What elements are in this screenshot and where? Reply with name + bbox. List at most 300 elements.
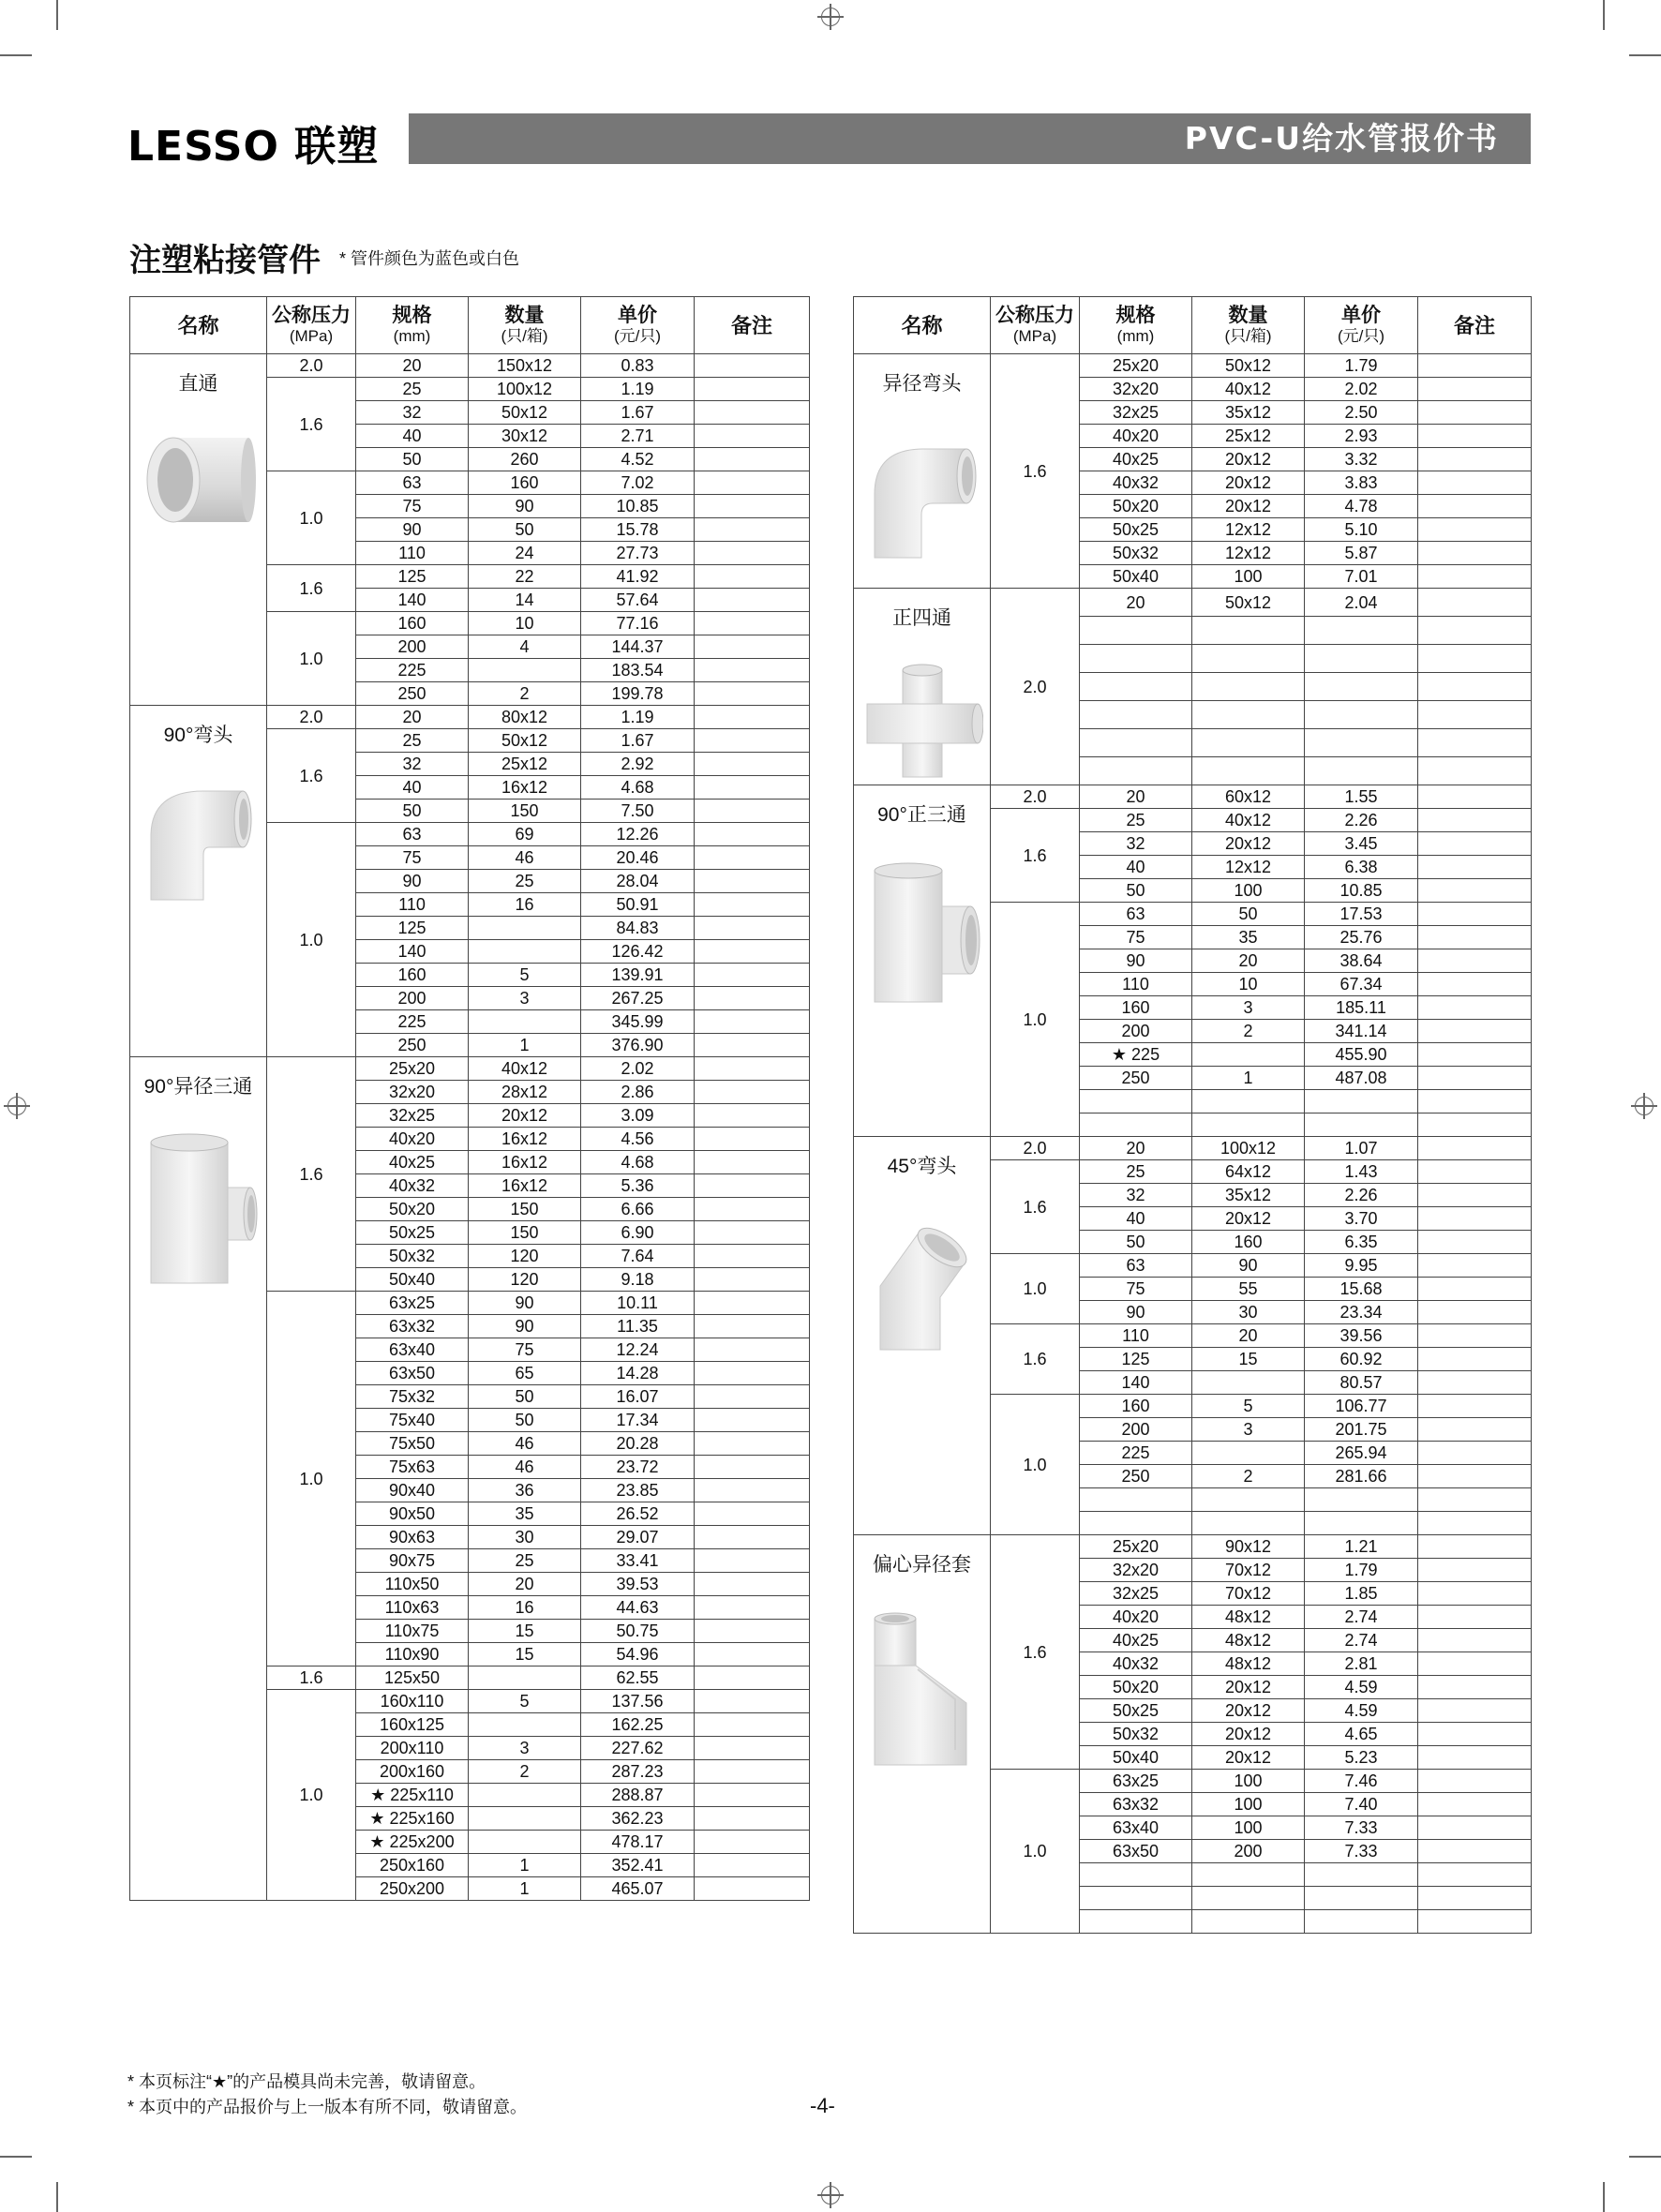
qty-cell	[1192, 617, 1305, 645]
remark-cell	[1418, 1090, 1532, 1113]
spec-cell: 90	[1080, 1301, 1192, 1324]
price-cell: 12.24	[581, 1338, 695, 1362]
price-cell: 3.32	[1305, 448, 1418, 471]
spec-cell: 63	[1080, 903, 1192, 926]
remark-cell	[695, 518, 810, 542]
qty-cell: 30x12	[469, 425, 581, 448]
qty-cell: 16x12	[469, 1151, 581, 1174]
price-cell	[1305, 645, 1418, 673]
col-name: 名称	[130, 297, 267, 354]
col-spec	[1080, 297, 1192, 354]
col-pressure-label: 公称压力	[995, 304, 1074, 326]
qty-cell	[1192, 645, 1305, 673]
product-cell	[130, 706, 267, 1057]
qty-cell	[1192, 1910, 1305, 1934]
price-cell: 341.14	[1305, 1020, 1418, 1043]
right-table-body	[854, 354, 1532, 1934]
remark-cell	[695, 1737, 810, 1760]
price-cell: 5.10	[1305, 518, 1418, 542]
pressure-cell: 1.6	[267, 1666, 356, 1690]
cross-icon	[854, 663, 990, 785]
price-cell: 2.71	[581, 425, 695, 448]
col-name: 名称	[854, 297, 991, 354]
qty-cell: 3	[1192, 996, 1305, 1020]
spec-cell	[1080, 701, 1192, 729]
qty-cell	[1192, 1887, 1305, 1910]
price-cell: 126.42	[581, 940, 695, 964]
price-cell: 4.56	[581, 1128, 695, 1151]
elbow-90-icon	[130, 780, 266, 902]
remark-cell	[695, 1198, 810, 1221]
qty-cell: 48x12	[1192, 1606, 1305, 1629]
spec-cell: 160	[1080, 996, 1192, 1020]
remark-cell	[1418, 1887, 1532, 1910]
page-number: -4-	[810, 2094, 835, 2117]
qty-cell	[1192, 1488, 1305, 1512]
table-header	[130, 297, 810, 354]
remark-cell	[1418, 1067, 1532, 1090]
spec-cell: 200	[356, 987, 469, 1010]
qty-cell: 100	[1192, 879, 1305, 903]
spec-cell: 25	[1080, 1160, 1192, 1184]
spec-cell: 63x25	[356, 1292, 469, 1315]
price-cell	[1305, 1113, 1418, 1137]
spec-cell: 50x25	[1080, 1699, 1192, 1723]
price-cell	[1305, 1090, 1418, 1113]
qty-cell: 70x12	[1192, 1582, 1305, 1606]
spec-cell: 125	[356, 565, 469, 589]
remark-cell	[695, 565, 810, 589]
spec-cell: 40	[356, 776, 469, 800]
price-cell: 265.94	[1305, 1442, 1418, 1465]
spec-cell: 20	[1080, 1137, 1192, 1160]
price-cell: 77.16	[581, 612, 695, 635]
col-spec	[356, 297, 469, 354]
spec-cell: 110	[1080, 1324, 1192, 1348]
remark-cell	[695, 1409, 810, 1432]
price-cell: 2.50	[1305, 401, 1418, 425]
price-cell: 7.33	[1305, 1840, 1418, 1863]
qty-cell: 20x12	[1192, 1746, 1305, 1770]
spec-cell: 32	[1080, 1184, 1192, 1207]
qty-cell: 80x12	[469, 706, 581, 729]
spec-cell: 75x40	[356, 1409, 469, 1432]
price-cell	[1305, 1910, 1418, 1934]
spec-cell: 75x32	[356, 1385, 469, 1409]
remark-cell	[1418, 471, 1532, 495]
remark-cell	[695, 1034, 810, 1057]
reducing-tee-icon	[130, 1131, 266, 1291]
remark-cell	[695, 612, 810, 635]
spec-cell: 250	[356, 1034, 469, 1057]
spec-cell: 20	[1080, 785, 1192, 809]
registration-mark	[817, 4, 844, 30]
brand-logo: LESSO 联塑	[127, 123, 380, 171]
remark-cell	[1418, 1559, 1532, 1582]
qty-cell: 120	[469, 1245, 581, 1268]
qty-cell: 90	[469, 1315, 581, 1338]
remark-cell	[695, 1057, 810, 1081]
price-cell: 465.07	[581, 1877, 695, 1901]
qty-cell: 20x12	[1192, 495, 1305, 518]
remark-cell	[1418, 832, 1532, 856]
remark-cell	[695, 1479, 810, 1502]
remark-cell	[1418, 1160, 1532, 1184]
price-cell: 57.64	[581, 589, 695, 612]
spec-cell: 63	[356, 471, 469, 495]
col-remark: 备注	[1418, 297, 1532, 354]
qty-cell: 16	[469, 1596, 581, 1620]
remark-cell	[1418, 785, 1532, 809]
remark-cell	[1418, 1301, 1532, 1324]
price-cell: 3.09	[581, 1104, 695, 1128]
left-table-body	[130, 354, 810, 1901]
spec-cell: 160x110	[356, 1690, 469, 1713]
spec-cell: 32x20	[1080, 1559, 1192, 1582]
price-cell: 4.52	[581, 448, 695, 471]
product-cell	[854, 354, 991, 589]
remark-cell	[695, 1620, 810, 1643]
spec-cell	[1080, 1090, 1192, 1113]
qty-cell: 50	[469, 518, 581, 542]
qty-cell	[469, 1713, 581, 1737]
price-cell: 3.45	[1305, 832, 1418, 856]
spec-cell: 40x32	[1080, 1652, 1192, 1676]
qty-cell	[1192, 1090, 1305, 1113]
spec-cell: 160	[356, 964, 469, 987]
price-cell: 1.67	[581, 401, 695, 425]
qty-cell: 20x12	[1192, 832, 1305, 856]
spec-cell: 40x25	[356, 1151, 469, 1174]
price-cell: 2.86	[581, 1081, 695, 1104]
spec-cell: 110	[356, 893, 469, 917]
spec-cell: 140	[356, 589, 469, 612]
remark-cell	[695, 1385, 810, 1409]
price-cell: 139.91	[581, 964, 695, 987]
qty-cell: 46	[469, 846, 581, 870]
price-cell: 288.87	[581, 1784, 695, 1807]
qty-cell: 12x12	[1192, 542, 1305, 565]
qty-cell: 2	[469, 1760, 581, 1784]
remark-cell	[695, 1338, 810, 1362]
price-cell: 15.78	[581, 518, 695, 542]
qty-cell: 40x12	[1192, 378, 1305, 401]
col-pressure-unit: (MPa)	[1012, 326, 1057, 345]
crop-mark	[56, 2182, 58, 2212]
pressure-cell: 1.6	[991, 809, 1080, 903]
product-name: 90°异径三通	[143, 1076, 253, 1098]
table-row	[854, 589, 1532, 617]
pressure-cell: 2.0	[991, 1137, 1080, 1160]
price-cell	[1305, 1863, 1418, 1887]
pressure-cell: 1.6	[991, 354, 1080, 589]
spec-cell: 225	[356, 659, 469, 682]
remark-cell	[1418, 617, 1532, 645]
price-cell: 1.07	[1305, 1137, 1418, 1160]
remark-cell	[1418, 996, 1532, 1020]
qty-cell: 46	[469, 1456, 581, 1479]
remark-cell	[695, 471, 810, 495]
remark-cell	[1418, 879, 1532, 903]
spec-cell: 125	[1080, 1348, 1192, 1371]
price-cell: 352.41	[581, 1854, 695, 1877]
spec-cell: 160	[356, 612, 469, 635]
product-name: 偏心异径套	[873, 1554, 971, 1576]
qty-cell: 1	[1192, 1067, 1305, 1090]
price-cell: 287.23	[581, 1760, 695, 1784]
qty-cell: 25x12	[1192, 425, 1305, 448]
remark-cell	[1418, 1371, 1532, 1395]
qty-cell	[1192, 701, 1305, 729]
right-price-table	[853, 296, 1532, 1934]
remark-cell	[695, 1526, 810, 1549]
remark-cell	[1418, 565, 1532, 589]
qty-cell: 2	[469, 682, 581, 706]
remark-cell	[695, 1854, 810, 1877]
price-cell: 17.53	[1305, 903, 1418, 926]
spec-cell: 250	[1080, 1465, 1192, 1488]
qty-cell: 3	[469, 1737, 581, 1760]
remark-cell	[695, 1643, 810, 1666]
qty-cell: 100	[1192, 1770, 1305, 1793]
remark-cell	[695, 1128, 810, 1151]
price-cell: 3.83	[1305, 471, 1418, 495]
spec-cell: ★ 225x200	[356, 1831, 469, 1854]
remark-cell	[695, 1432, 810, 1456]
price-cell: 487.08	[1305, 1067, 1418, 1090]
qty-cell: 12x12	[1192, 856, 1305, 879]
col-price	[581, 297, 695, 354]
remark-cell	[1418, 1254, 1532, 1278]
qty-cell: 150x12	[469, 354, 581, 378]
spec-cell: 63x32	[1080, 1793, 1192, 1816]
price-cell: 281.66	[1305, 1465, 1418, 1488]
price-cell: 5.23	[1305, 1746, 1418, 1770]
pressure-cell: 2.0	[991, 589, 1080, 785]
remark-cell	[695, 940, 810, 964]
price-cell: 39.53	[581, 1573, 695, 1596]
remark-cell	[695, 1151, 810, 1174]
price-cell	[1305, 729, 1418, 757]
pressure-cell: 1.0	[991, 1254, 1080, 1324]
spec-cell: 40	[1080, 856, 1192, 879]
product-name: 45°弯头	[887, 1156, 957, 1177]
qty-cell: 20x12	[1192, 1723, 1305, 1746]
qty-cell	[469, 1807, 581, 1831]
price-cell: 41.92	[581, 565, 695, 589]
remark-cell	[1418, 949, 1532, 973]
remark-cell	[695, 1713, 810, 1737]
qty-cell: 1	[469, 1034, 581, 1057]
pressure-cell: 1.0	[991, 903, 1080, 1137]
col-pressure-label: 公称压力	[272, 304, 351, 326]
spec-cell: 200x110	[356, 1737, 469, 1760]
spec-cell: 40x32	[356, 1174, 469, 1198]
price-cell: 1.79	[1305, 1559, 1418, 1582]
qty-cell	[1192, 729, 1305, 757]
price-cell: 39.56	[1305, 1324, 1418, 1348]
qty-cell	[469, 1666, 581, 1690]
remark-cell	[1418, 1137, 1532, 1160]
spec-cell: 90	[1080, 949, 1192, 973]
qty-cell: 20x12	[1192, 1207, 1305, 1231]
col-spec-label: 规格	[392, 304, 432, 326]
price-cell: 17.34	[581, 1409, 695, 1432]
remark-cell	[695, 1221, 810, 1245]
spec-cell: 32x20	[1080, 378, 1192, 401]
qty-cell: 5	[1192, 1395, 1305, 1418]
spec-cell: 40	[356, 425, 469, 448]
price-cell: 9.18	[581, 1268, 695, 1292]
qty-cell: 20	[1192, 949, 1305, 973]
col-spec-unit: (mm)	[393, 326, 431, 345]
col-price-unit: (元/只)	[1337, 326, 1385, 345]
price-cell: 4.59	[1305, 1699, 1418, 1723]
remark-cell	[695, 378, 810, 401]
remark-cell	[695, 682, 810, 706]
pressure-cell: 2.0	[991, 785, 1080, 809]
remark-cell	[1418, 1278, 1532, 1301]
left-price-table	[129, 296, 810, 1901]
spec-cell	[1080, 645, 1192, 673]
qty-cell: 48x12	[1192, 1629, 1305, 1652]
col-qty-label: 数量	[504, 304, 545, 326]
spec-cell: 40x25	[1080, 448, 1192, 471]
spec-cell	[1080, 1113, 1192, 1137]
pressure-cell: 1.6	[267, 565, 356, 612]
remark-cell	[1418, 1652, 1532, 1676]
spec-cell: 40x25	[1080, 1629, 1192, 1652]
elbow-45-icon	[854, 1211, 990, 1352]
col-price-label: 单价	[618, 304, 657, 326]
qty-cell: 50x12	[1192, 354, 1305, 378]
spec-cell: 160x125	[356, 1713, 469, 1737]
qty-cell: 2	[1192, 1020, 1305, 1043]
spec-cell: 32x25	[1080, 1582, 1192, 1606]
spec-cell: 50x32	[356, 1245, 469, 1268]
crop-mark	[1603, 2182, 1605, 2212]
price-cell: 4.68	[581, 1151, 695, 1174]
price-cell: 10.11	[581, 1292, 695, 1315]
qty-cell: 1	[469, 1854, 581, 1877]
qty-cell: 55	[1192, 1278, 1305, 1301]
spec-cell: 90x40	[356, 1479, 469, 1502]
remark-cell	[1418, 1418, 1532, 1442]
price-cell	[1305, 617, 1418, 645]
qty-cell: 100	[1192, 565, 1305, 589]
remark-cell	[1418, 1629, 1532, 1652]
pressure-cell: 1.6	[991, 1324, 1080, 1395]
spec-cell: 250	[1080, 1067, 1192, 1090]
qty-cell: 25	[469, 1549, 581, 1573]
price-cell: 1.79	[1305, 354, 1418, 378]
remark-cell	[695, 846, 810, 870]
crop-mark	[1603, 0, 1605, 30]
qty-cell: 100x12	[469, 378, 581, 401]
remark-cell	[1418, 1535, 1532, 1559]
col-pressure-unit: (MPa)	[289, 326, 334, 345]
product-cell	[130, 354, 267, 706]
qty-cell: 75	[469, 1338, 581, 1362]
qty-cell: 90	[469, 1292, 581, 1315]
spec-cell: 50	[356, 800, 469, 823]
spec-cell: 25	[356, 729, 469, 753]
qty-cell: 150	[469, 1221, 581, 1245]
remark-cell	[695, 1456, 810, 1479]
pressure-cell: 2.0	[267, 706, 356, 729]
remark-cell	[695, 1831, 810, 1854]
remark-cell	[695, 893, 810, 917]
remark-cell	[695, 917, 810, 940]
qty-cell	[1192, 1442, 1305, 1465]
price-cell: 1.19	[581, 706, 695, 729]
qty-cell: 20	[469, 1573, 581, 1596]
spec-cell: 40x20	[1080, 1606, 1192, 1629]
price-cell: 7.46	[1305, 1770, 1418, 1793]
qty-cell: 5	[469, 964, 581, 987]
price-cell: 2.81	[1305, 1652, 1418, 1676]
pressure-cell: 1.0	[267, 1292, 356, 1666]
remark-cell	[1418, 518, 1532, 542]
spec-cell: 200	[1080, 1418, 1192, 1442]
remark-cell	[1418, 1348, 1532, 1371]
remark-cell	[1418, 856, 1532, 879]
remark-cell	[1418, 729, 1532, 757]
header-banner: PVC-U给水管报价书	[409, 113, 1531, 164]
qty-cell	[469, 1831, 581, 1854]
product-cell	[854, 1535, 991, 1934]
spec-cell: 63	[1080, 1254, 1192, 1278]
spec-cell: 50x25	[1080, 518, 1192, 542]
qty-cell: 160	[469, 471, 581, 495]
price-cell: 2.26	[1305, 1184, 1418, 1207]
price-cell: 267.25	[581, 987, 695, 1010]
price-cell: 106.77	[1305, 1395, 1418, 1418]
remark-cell	[1418, 542, 1532, 565]
price-cell: 199.78	[581, 682, 695, 706]
price-cell: 6.90	[581, 1221, 695, 1245]
spec-cell: 110x90	[356, 1643, 469, 1666]
price-cell: 67.34	[1305, 973, 1418, 996]
spec-cell	[1080, 617, 1192, 645]
spec-cell: 40x20	[1080, 425, 1192, 448]
product-name: 90°正三通	[877, 804, 966, 826]
pressure-cell: 1.6	[991, 1535, 1080, 1770]
qty-cell: 15	[469, 1620, 581, 1643]
footnote: * 本页中的产品报价与上一版本有所不同，敬请留意。	[127, 2098, 528, 2116]
spec-cell: ★ 225x160	[356, 1807, 469, 1831]
price-cell	[1305, 1512, 1418, 1535]
remark-cell	[695, 659, 810, 682]
spec-cell: 90x75	[356, 1549, 469, 1573]
qty-cell: 1	[469, 1877, 581, 1901]
footnote: * 本页标注“★”的产品模具尚未完善，敬请留意。	[127, 2072, 486, 2091]
remark-cell	[1418, 1020, 1532, 1043]
crop-mark	[1629, 54, 1661, 56]
price-cell: 23.72	[581, 1456, 695, 1479]
price-cell: 7.40	[1305, 1793, 1418, 1816]
remark-cell	[695, 1502, 810, 1526]
remark-cell	[1418, 425, 1532, 448]
price-cell: 7.64	[581, 1245, 695, 1268]
remark-cell	[1418, 401, 1532, 425]
price-cell: 1.55	[1305, 785, 1418, 809]
price-cell	[1305, 1887, 1418, 1910]
price-cell: 4.68	[581, 776, 695, 800]
qty-cell	[1192, 1512, 1305, 1535]
remark-cell	[695, 776, 810, 800]
remark-cell	[695, 1268, 810, 1292]
